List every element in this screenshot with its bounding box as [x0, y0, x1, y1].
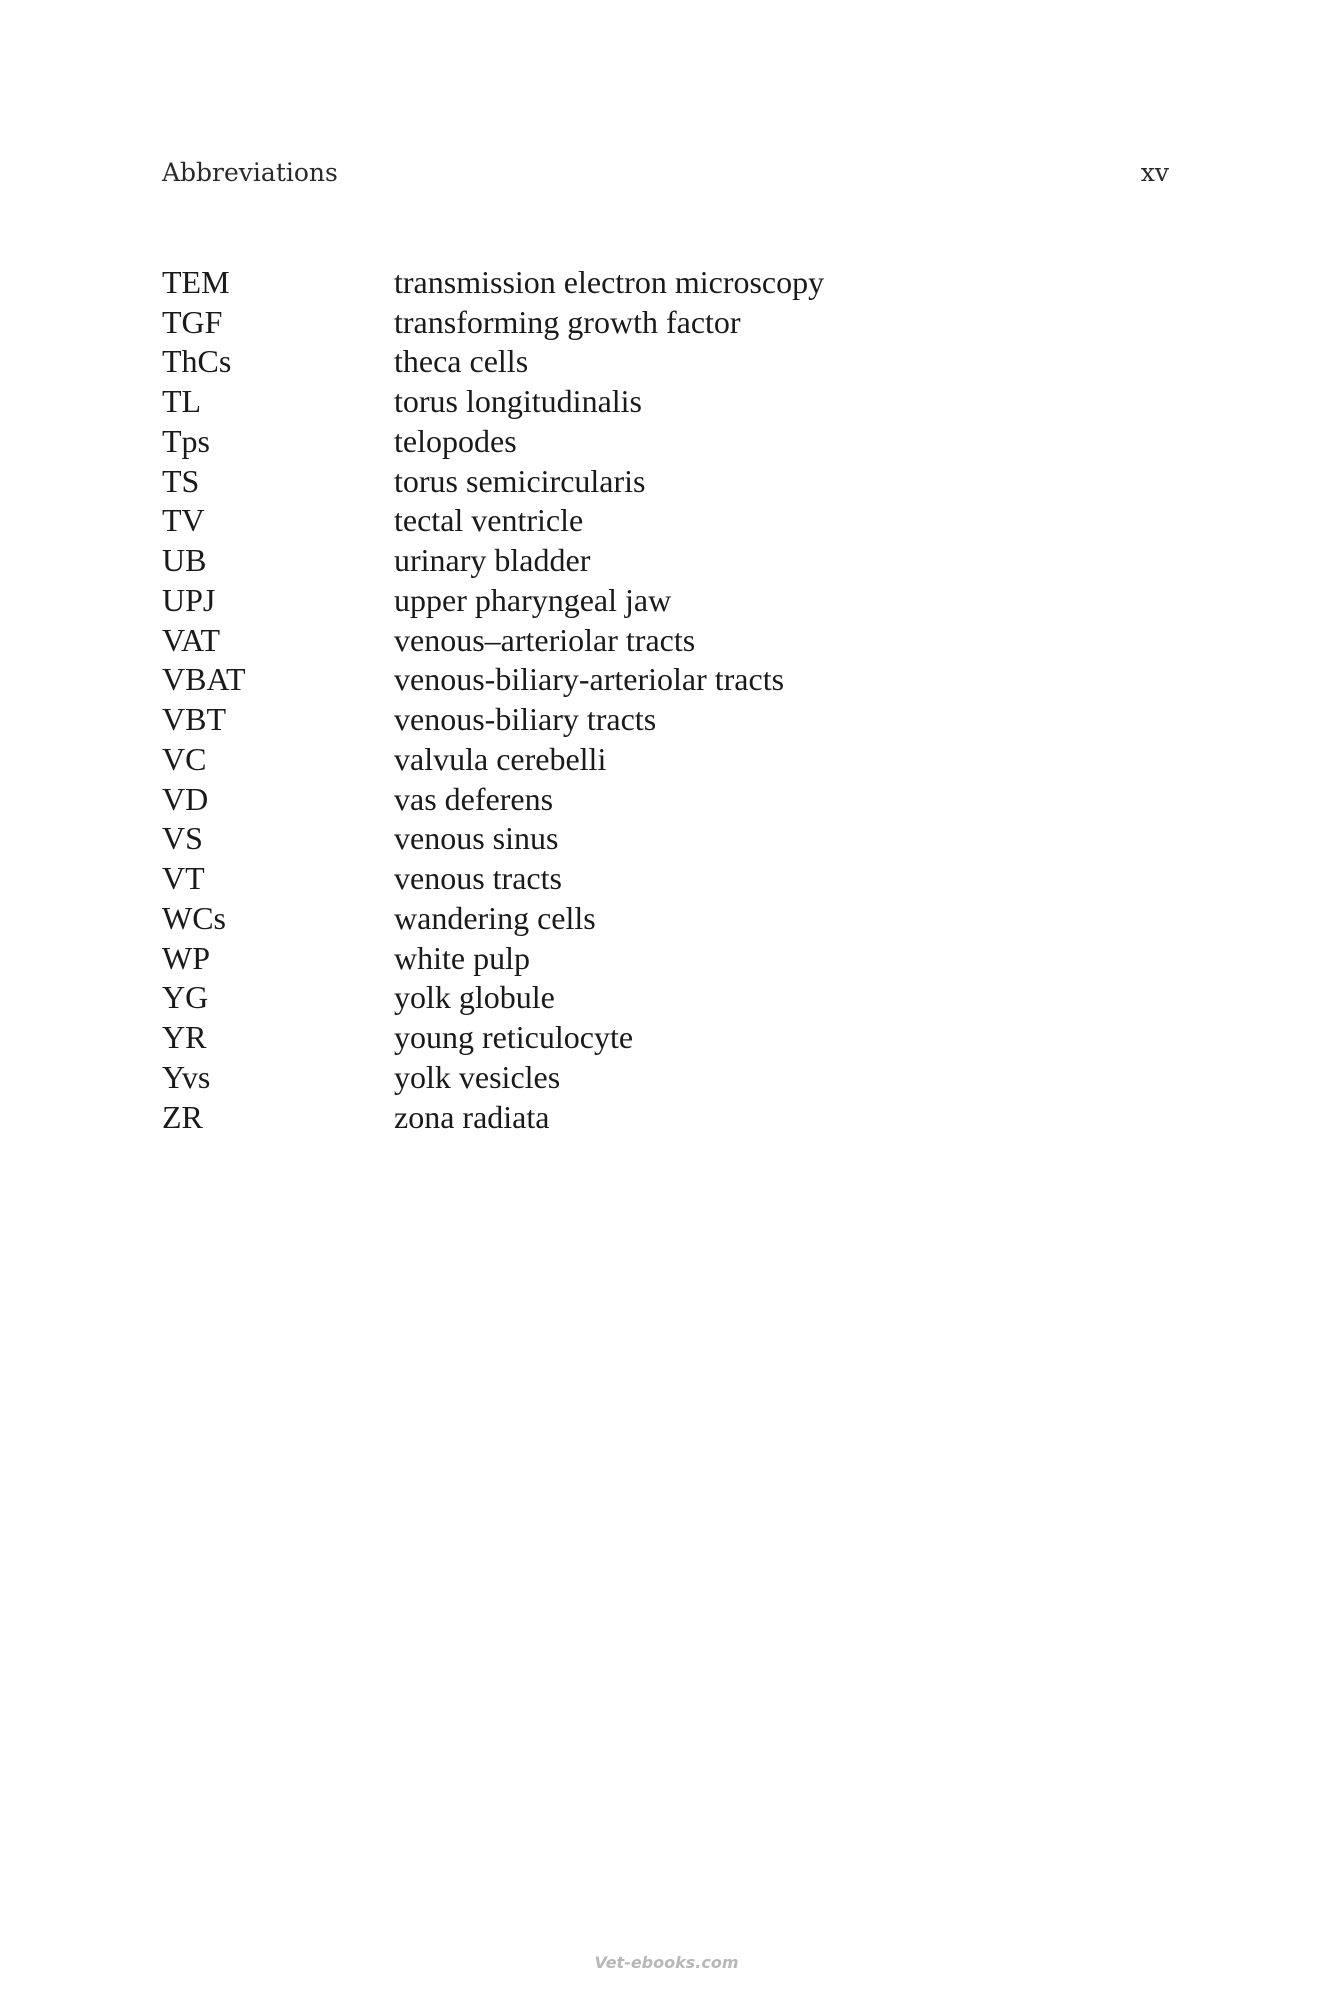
abbreviation-term: UB: [162, 542, 207, 579]
abbreviation-definition: venous sinus: [394, 820, 559, 857]
abbreviation-definition: zona radiata: [394, 1098, 550, 1135]
abbreviation-term: TV: [162, 502, 205, 539]
abbreviation-row: [162, 580, 1162, 620]
abbreviation-definition: venous-biliary-arteriolar tracts: [394, 661, 785, 698]
abbreviation-term: ThCs: [162, 343, 232, 380]
abbreviation-row: [162, 938, 1162, 978]
abbreviation-term: VT: [162, 860, 205, 897]
abbreviation-row: [162, 1097, 1162, 1137]
abbreviation-row: [162, 1057, 1162, 1097]
abbreviation-row: [162, 461, 1162, 501]
abbreviation-row: [162, 302, 1162, 342]
running-head: Abbreviations: [162, 158, 338, 187]
abbreviation-definition: torus semicircularis: [394, 462, 646, 499]
abbreviation-definition: white pulp: [394, 939, 530, 976]
abbreviation-term: VS: [162, 820, 203, 857]
abbreviation-row: [162, 501, 1162, 541]
abbreviation-term: VD: [162, 780, 209, 817]
abbreviation-term: TL: [162, 383, 202, 420]
abbreviation-definition: yolk vesicles: [394, 1058, 561, 1095]
abbreviation-definition: yolk globule: [394, 979, 555, 1016]
abbreviation-row: [162, 819, 1162, 859]
watermark-logo: Vet-ebooks.com: [594, 1953, 739, 1972]
abbreviation-term: TS: [162, 462, 200, 499]
abbreviation-term: YG: [162, 979, 209, 1016]
abbreviation-row: [162, 1017, 1162, 1057]
abbreviation-term: VAT: [162, 621, 221, 658]
abbreviation-definition: theca cells: [394, 343, 529, 380]
abbreviation-list: [162, 262, 1162, 1137]
abbreviation-definition: venous–arteriolar tracts: [394, 621, 696, 658]
abbreviation-row: [162, 978, 1162, 1018]
abbreviation-term: UPJ: [162, 581, 216, 618]
abbreviation-row: [162, 739, 1162, 779]
abbreviation-term: VC: [162, 740, 207, 777]
abbreviation-row: [162, 540, 1162, 580]
abbreviation-row: [162, 699, 1162, 739]
abbreviation-row: [162, 421, 1162, 461]
abbreviation-term: WCs: [162, 899, 226, 936]
abbreviation-definition: venous-biliary tracts: [394, 701, 657, 738]
abbreviation-term: VBAT: [162, 661, 246, 698]
abbreviation-term: VBT: [162, 701, 226, 738]
abbreviation-row: [162, 858, 1162, 898]
abbreviation-term: WP: [162, 939, 210, 976]
abbreviation-definition: tectal ventricle: [394, 502, 584, 539]
abbreviation-row: [162, 660, 1162, 700]
abbreviation-definition: young reticulocyte: [394, 1019, 634, 1056]
abbreviation-definition: vas deferens: [394, 780, 554, 817]
abbreviation-definition: torus longitudinalis: [394, 383, 642, 420]
abbreviation-row: [162, 342, 1162, 382]
abbreviation-definition: telopodes: [394, 422, 517, 459]
abbreviation-row: [162, 381, 1162, 421]
abbreviation-definition: transforming growth factor: [394, 303, 741, 340]
abbreviation-definition: transmission electron microscopy: [394, 263, 825, 300]
abbreviation-row: [162, 898, 1162, 938]
abbreviation-definition: upper pharyngeal jaw: [394, 581, 672, 618]
abbreviation-term: Tps: [162, 422, 210, 459]
abbreviation-definition: venous tracts: [394, 860, 562, 897]
abbreviation-row: [162, 779, 1162, 819]
abbreviation-definition: urinary bladder: [394, 542, 591, 579]
abbreviation-term: Yvs: [162, 1058, 211, 1095]
abbreviation-row: [162, 262, 1162, 302]
abbreviation-row: [162, 620, 1162, 660]
abbreviation-term: ZR: [162, 1098, 203, 1135]
page-number: xv: [1140, 158, 1169, 187]
abbreviation-term: TEM: [162, 263, 230, 300]
abbreviation-term: YR: [162, 1019, 207, 1056]
abbreviation-definition: wandering cells: [394, 899, 596, 936]
abbreviation-term: TGF: [162, 303, 223, 340]
abbreviation-definition: valvula cerebelli: [394, 740, 607, 777]
